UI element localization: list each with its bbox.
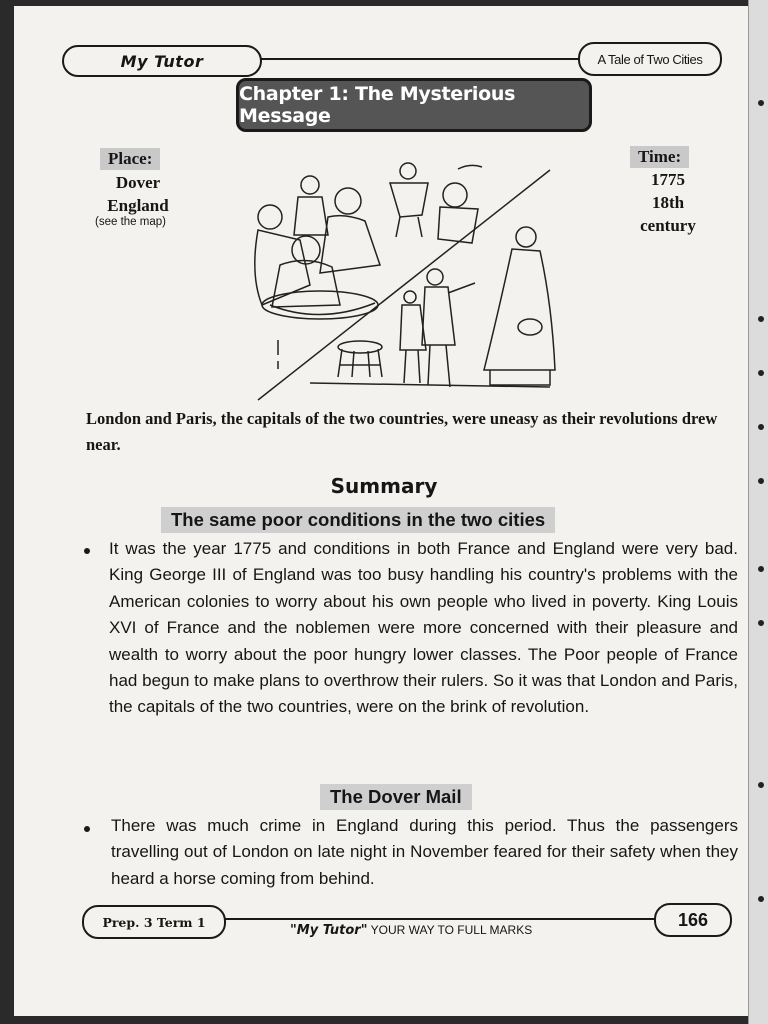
- bullet-marker: [84, 548, 90, 554]
- header-book-title: A Tale of Two Cities: [597, 51, 703, 67]
- chapter-title: Chapter 1: The Mysterious Message: [239, 83, 516, 127]
- page-number: 166: [677, 909, 709, 930]
- section-paragraph: It was the year 1775 and conditions in both France and England were very bad. King George III of England was too busy handling his country's problems with the American colonies to worry about his own people who lived in poverty. King Louis XVI of France and the noblemen were more concerned with their pleasure and wealth to worry about the poor hungry lower classes. The Poor people of France had begun to make plans to overthrow their rulers. So it was that London and Paris, the capitals of the two countries, were on the brink of revolution.: [109, 539, 738, 717]
- place-line2: England: [107, 196, 169, 215]
- header-book-title-badge: [578, 42, 722, 76]
- edge-bullet: [758, 424, 764, 430]
- page-number-badge: [654, 903, 732, 937]
- edge-bullet: [758, 316, 764, 322]
- section-paragraph: There was much crime in England during this period. Thus the passengers travelling out of London on late night in November feared for their safety when they heard a horse coming from behind.: [111, 816, 738, 888]
- section-heading: The same poor conditions in the two cities: [161, 507, 555, 533]
- edge-bullet: [758, 896, 764, 902]
- edge-bullet: [758, 370, 764, 376]
- footer-brand: "My Tutor": [290, 923, 368, 938]
- chapter-banner: [236, 78, 592, 132]
- summary-heading: Summary: [330, 474, 438, 498]
- header-brand: My Tutor: [120, 51, 204, 71]
- time-line3: century: [640, 216, 696, 235]
- edge-bullet: [758, 100, 764, 106]
- time-label: Time:: [630, 146, 689, 168]
- section-heading: The Dover Mail: [320, 784, 472, 810]
- bullet-marker: [84, 826, 90, 832]
- edge-bullet: [758, 782, 764, 788]
- footer-term-badge: [82, 905, 226, 939]
- footer-rule: [222, 918, 656, 920]
- edge-bullet: [758, 566, 764, 572]
- footer-slogan: YOUR WAY TO FULL MARKS: [370, 923, 533, 937]
- header-brand-badge: [62, 45, 262, 77]
- illustration-caption: London and Paris, the capitals of the two countries, were uneasy as their revolutions drew near.: [86, 409, 718, 454]
- chapter-illustration: [250, 155, 570, 405]
- footer-tagline: [290, 923, 532, 938]
- time-line1: 1775: [651, 170, 685, 189]
- footer-term-label: Prep. 3 Term 1: [102, 914, 206, 930]
- edge-bullet: [758, 620, 764, 626]
- place-label: Place:: [100, 148, 160, 170]
- divider-line: [258, 170, 550, 400]
- time-line2: 18th: [651, 193, 685, 212]
- header-rule: [256, 58, 580, 60]
- place-note: (see the map): [95, 216, 166, 228]
- next-page-edge: [748, 0, 768, 1024]
- place-line1: Dover: [115, 173, 161, 192]
